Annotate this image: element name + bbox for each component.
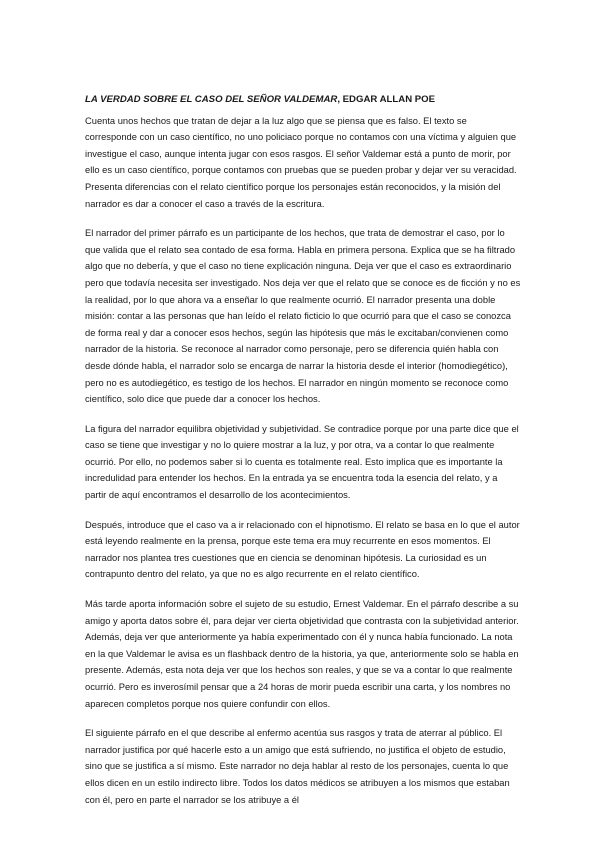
paragraph-2: El narrador del primer párrafo es un participante de los hechos, que trata de demostrar el caso, por lo que valida que el relato sea contado de esa forma. Habla en primera persona. Explica que se ha filtrado algo que no debería, y que el caso no tiene explicación ninguna. Deja ver que el caso es extraordinario pero que todavía necesita ser investigado. Nos deja ver que el relato que se conoce es de ficción y no es la realidad, por lo que ahora va a enseñar lo que realmente ocurrió. El narrador presenta una doble misión: contar a las personas que han leído el relato ficticio lo que ocurrió para que el caso se conozca de forma real y dar a conocer esos hechos, según las hipótesis que más le excitaban/convienen como narrador de la historia. Se reconoce al narrador como personaje, pero se diferencia quién habla con desde dónde habla, el narrador solo se encarga de narrar la historia desde el interior (homodiegético), pero no es autodiegético, es testigo de los hechos. El narrador en ningún momento se reconoce como científico, solo dice que puede dar a conocer los hechos. — [85, 228, 521, 405]
paragraph-1: Cuenta unos hechos que tratan de dejar a la luz algo que se piensa que es falso. El texto se corresponde con un caso científico, no uno policiaco porque no contamos con una víctima y alguien que investigue el caso, aunque intenta jugar con esos rasgos. El señor Valdemar está a punto de morir, por ello es un caso científico, porque contamos con pruebas que se pueden probar y dejar ver su veracidad. Presenta diferencias con el relato científico porque los personajes están reconocidos, y la misión del narrador es dar a conocer el caso a través de la escritura. — [85, 115, 517, 209]
title-author: EDGAR ALLAN POE — [342, 94, 436, 105]
paragraph-4: Después, introduce que el caso va a ir relacionado con el hipnotismo. El relato se basa en lo que el autor está leyendo realmente en la prensa, porque este tema era muy recurrente en esos momentos. El narrador nos plantea tres cuestiones que en ciencia se denominan hipótesis. La curiosidad es un contrapunto dentro del relato, ya que no es algo recurrente en el relato científico. — [85, 519, 520, 580]
document-body — [85, 92, 521, 821]
document-title — [85, 92, 521, 109]
paragraph-3: La figura del narrador equilibra objetividad y subjetividad. Se contradice porque por una parte dice que el caso se tiene que investigar y no lo quiere mostrar a la luz, y por otra, va a contar lo que realmente ocurrió. Por ello, no podemos saber si lo cuenta es totalmente real. Esto implica que es importante la incredulidad para entender los hechos. En la entrada ya se encuentra toda la esencia del relato, y a partir de aquí encontramos el desarrollo de los acontecimientos. — [85, 423, 519, 501]
title-separator: , — [337, 94, 343, 105]
paragraph-6: El siguiente párrafo en el que describe al enfermo acentúa sus rasgos y trata de aterrar al público. El narrador justifica por qué hacerle esto a un amigo que está sufriendo, no justifica el objeto de estudio, sino que se justifica a sí mismo. Este narrador no deja hablar al resto de los personajes, cuenta lo que ellos dicen en un estilo indirecto libre. Todos los datos médicos se atribuyen a los mismos que estaban con él, pero en parte el narrador se los atribuye a él — [85, 728, 510, 805]
title-work: LA VERDAD SOBRE EL CASO DEL SEÑOR VALDEMAR — [85, 94, 338, 105]
paragraph-5: Más tarde aporta información sobre el sujeto de su estudio, Ernest Valdemar. En el párrafo describe a su amigo y aporta datos sobre él, para dejar ver cierta objetividad que contrasta con la subjetividad anterior. Además, deja ver que anteriormente ya había experimentado con él y nunca había funcionado. La nota en la que Valdemar le avisa es un flashback dentro de la historia, ya que, anteriormente solo se habla en presente. Además, esta nota deja ver que los hechos son reales, y que se va a contar lo que realmente ocurrió. Pero es inverosímil pensar que a 24 horas de morir pueda escribir una carta, y los nombres no aparecen completos porque nos quiere confundir con ellos. — [85, 599, 519, 709]
